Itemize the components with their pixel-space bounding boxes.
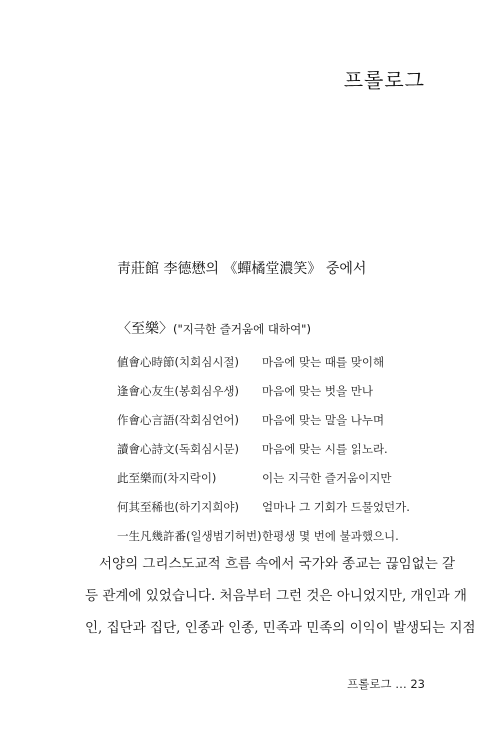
poem-korean-line: 마음에 맞는 때를 맞이해 <box>262 354 385 369</box>
poem-row <box>117 434 437 463</box>
body-line: 서양의 그리스도교적 흐름 속에서 국가와 종교는 끊임없는 갈 <box>99 556 456 572</box>
poem-hanja-line: 一生凡幾許番(일생범기허번) <box>117 528 262 543</box>
poem-row <box>117 347 437 376</box>
poem-hanja-line: 此至樂而(차지락이) <box>117 470 217 485</box>
body-line: 등 관계에 있었습니다. 처음부터 그런 것은 아니었지만, 개인과 개 <box>85 588 467 604</box>
poem-korean-line: 마음에 맞는 말을 나누며 <box>262 412 385 427</box>
poem-korean-line: 한평생 몇 번에 불과했으니. <box>262 528 399 543</box>
poem-korean-line: 마음에 맞는 시를 읽노라. <box>262 441 388 456</box>
poem-row <box>117 405 437 434</box>
chapter-title: 프롤로그 <box>343 68 425 92</box>
poem-body <box>117 347 437 550</box>
poem-row <box>117 492 437 521</box>
poem-hanja-line: 作會心言語(작회심언어) <box>117 412 240 427</box>
poem-row <box>117 463 437 492</box>
poem-hanja-line: 讀會心詩文(독회심시문) <box>117 441 240 456</box>
poem-korean-line: 마음에 맞는 벗을 만나 <box>262 383 373 398</box>
poem-title-line <box>117 318 311 338</box>
poem-row <box>117 521 437 550</box>
body-paragraph <box>85 548 476 644</box>
poem-title: 〈至樂〉 <box>117 321 173 337</box>
page-footer: 프롤로그 … 23 <box>347 677 425 691</box>
source-citation: 靑莊館 李德懋의 《蟬橘堂濃笑》 중에서 <box>117 261 367 277</box>
poem-korean-line: 이는 지극한 즐거움이지만 <box>262 470 392 485</box>
poem-row <box>117 376 437 405</box>
body-line: 인, 집단과 집단, 인종과 인종, 민족과 민족의 이익이 발생되는 지점 <box>85 620 476 636</box>
poem-hanja-line: 逢會心友生(봉회심우생) <box>117 383 240 398</box>
poem-korean-line: 얼마나 그 기회가 드물었던가. <box>262 499 410 514</box>
poem-hanja-line: 何其至稀也(하기지희야) <box>117 499 240 514</box>
poem-subtitle: ("지극한 즐거움에 대하여") <box>173 322 311 336</box>
poem-hanja-line: 値會心時節(치회심시절) <box>117 354 240 369</box>
